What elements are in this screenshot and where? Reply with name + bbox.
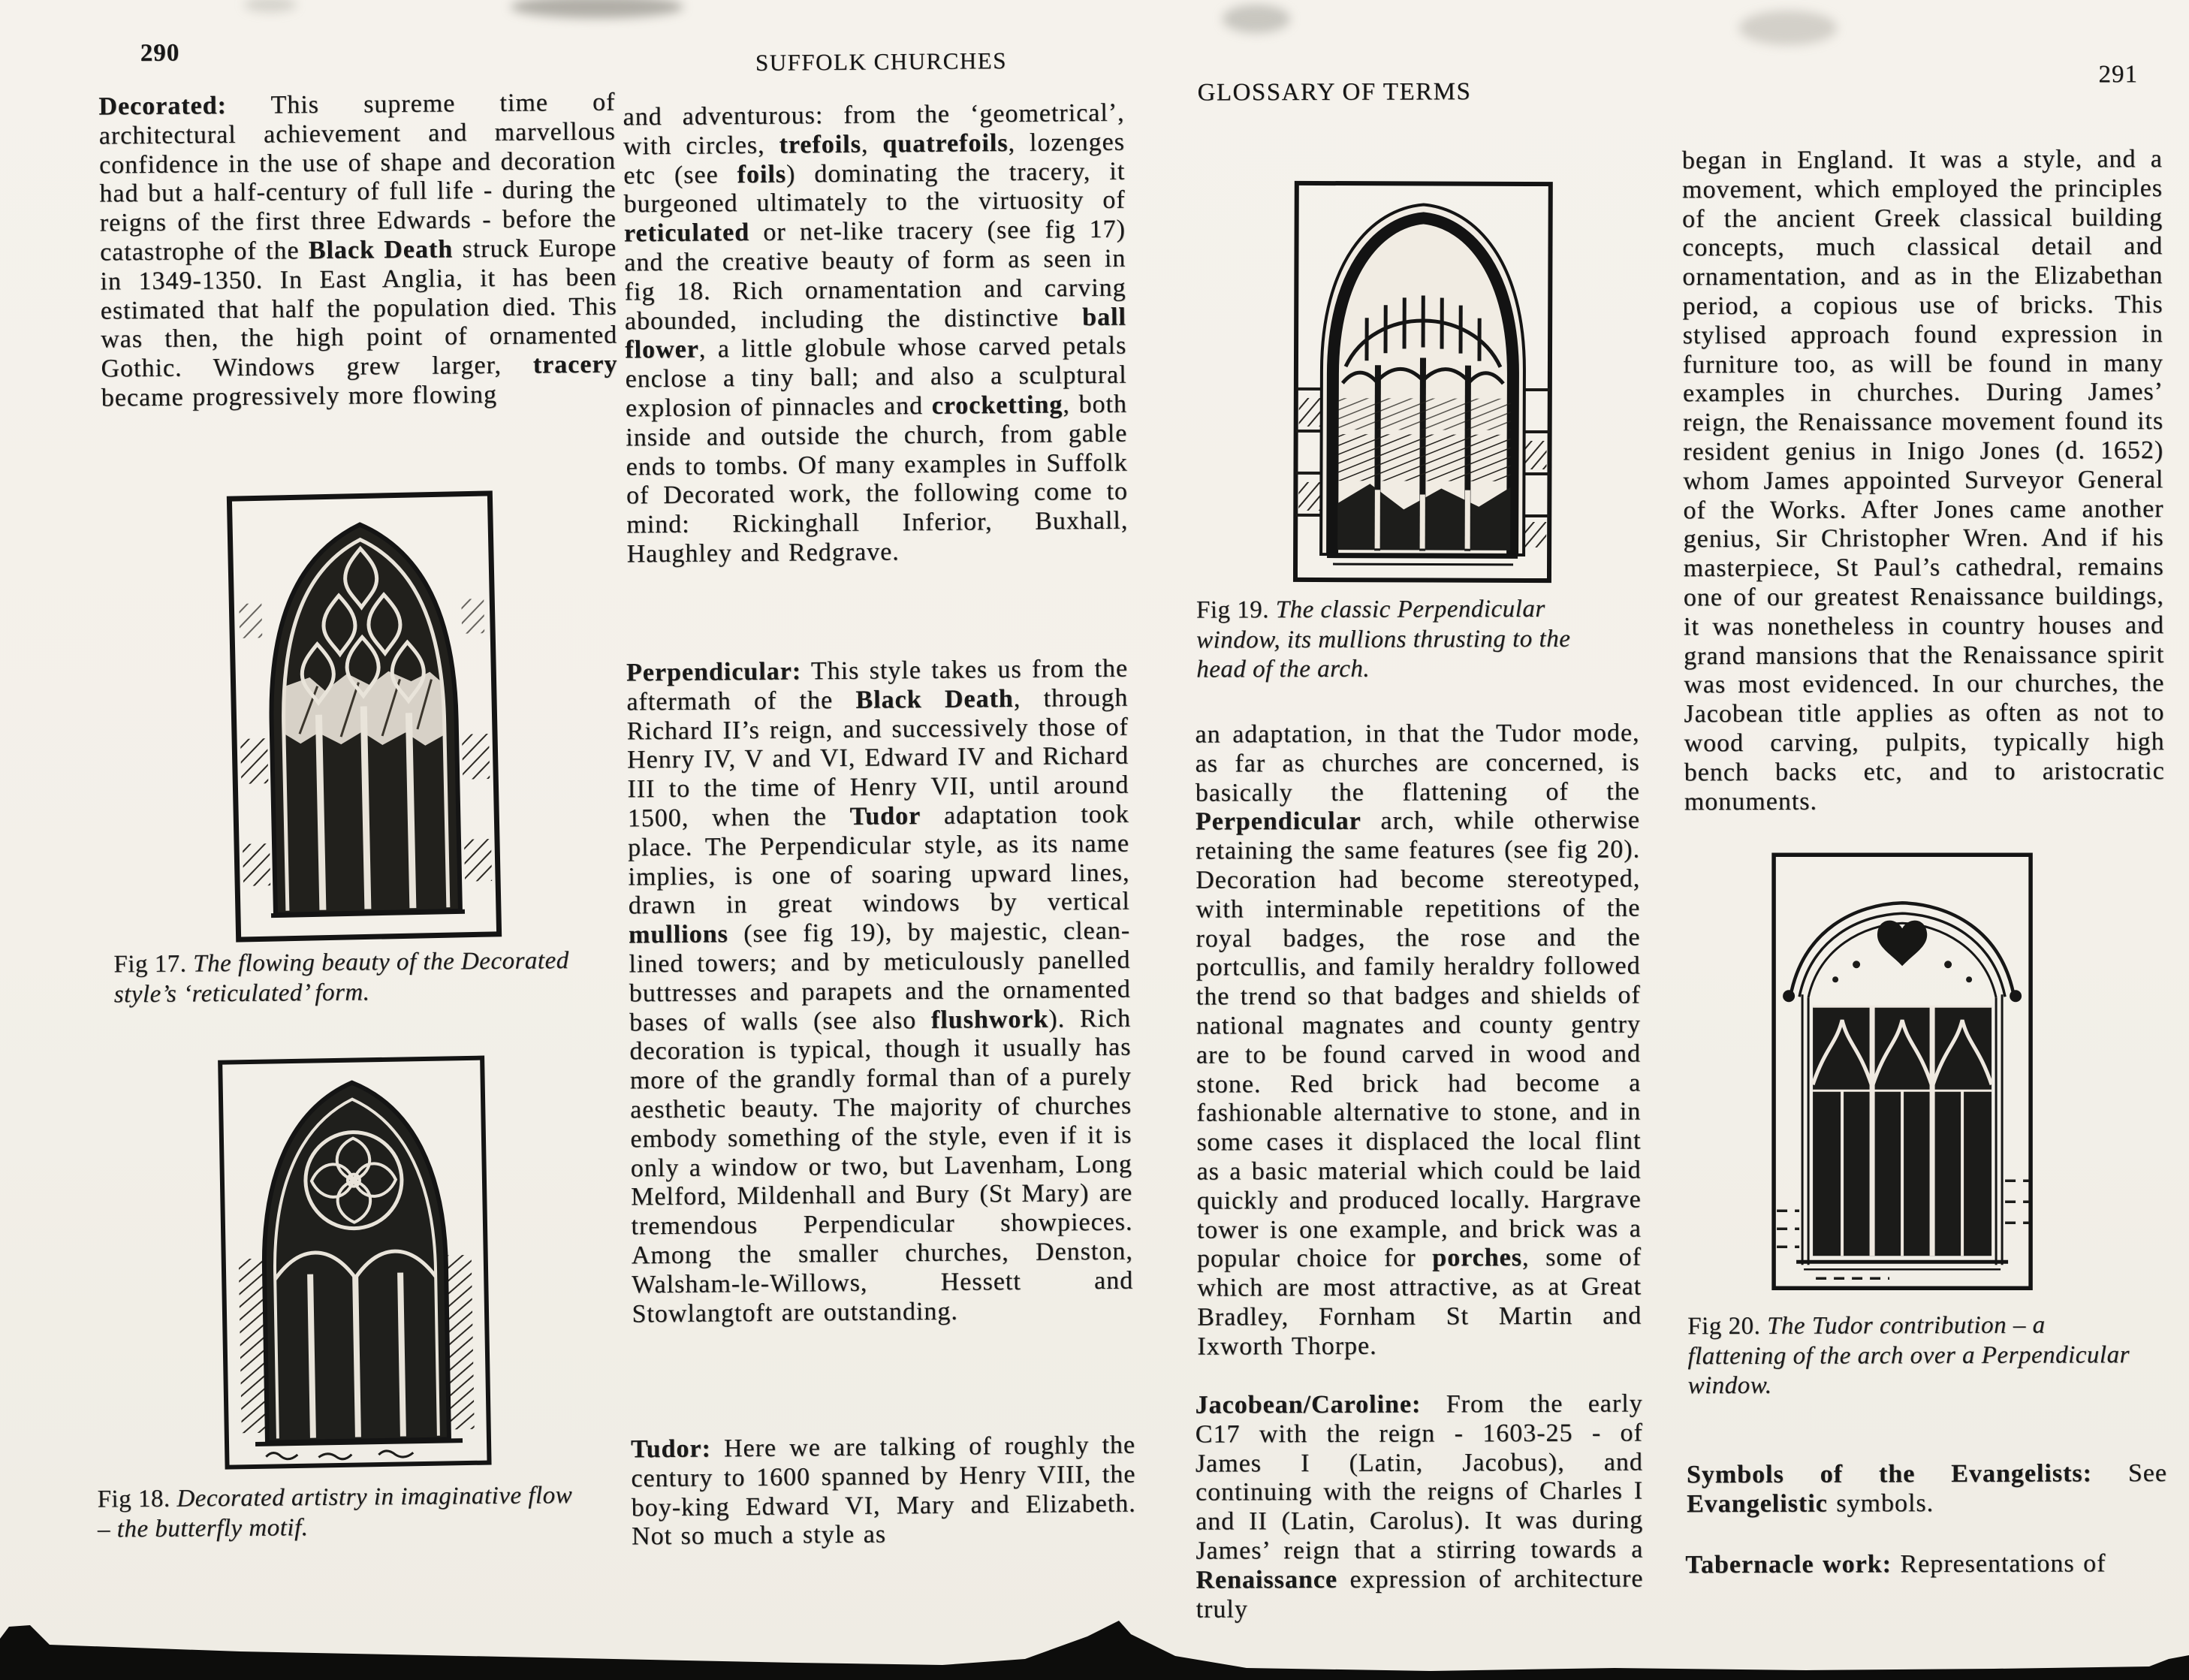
paragraph-perpendicular: Perpendicular: This style takes us from the aftermath of the Black Death, through Richard II’s reign, and successively those of Henry IV, V and VI, Edward IV and Richard III to the time of Henry VII, until around 1500, when the Tudor adaptation took place. The Perpendicular style, as its name implies, is one of soaring upward lines, drawn in great windows by vertical mullions (see fig 19), by majestic, clean-lined towers; and by meticulously panelled buttresses and parapets and the ornamented bases of walls (see also flushwork). Rich decoration is typical, though it usually has more of the grandly formal than of a purely aesthetic beauty. The majority of churches embody something of the style, even if it is only a window or two, but Lavenham, Long Melford, Mildenhall and Bury (St Mary) are tremendous Perpendicular showpieces. Among the smaller churches, Denston, Walsham-le-Willows, Hessett and Stowlangtoft are outstanding.	[626, 654, 1134, 1328]
page-number: 291	[2098, 61, 2139, 89]
figure-20-caption: Fig 20. The Tudor contribution – a flattening of the arch over a Perpendicular window.	[1687, 1311, 2130, 1400]
paragraph-tudor-continued: an adaptation, in that the Tudor mode, as far as churches are concerned, is basically the flattening of the Perpendicular arch, while otherwise retaining the same features (see fig 20). Decoration had become stereotyped, with interminable repetitions of the royal badges, the rose and the portcullis, and family heraldry followed the trend so that badges and shields of national magnates and county gentry are to be found carved in wood and stone. Red brick had become a fashionable alternative to stone, and in some cases it displaced the local flint as a basic material which could be laid quickly and produced locally. Hargrave tower is one example, and brick was a popular choice for porches, some of which are most attractive, as at Great Bradley, Fornham St Martin and Ixworth Thorpe.	[1195, 719, 1642, 1361]
paragraph-jacobean-caroline: Jacobean/Caroline: From the early C17 with the reign - 1603-25 - of James I (Latin, Jacobus), and continuing with the reigns of Charles I and II (Latin, Carolus). It was during James’ reign that a stirring towards a Renaissance expression of architecture truly	[1195, 1389, 1644, 1624]
running-header: GLOSSARY OF TERMS	[1197, 78, 1472, 107]
figure-19	[1291, 179, 1555, 589]
fig19-shading-upper	[1338, 398, 1511, 430]
figure-20	[1769, 850, 2035, 1296]
paragraph-jacobean-continued: began in England. It was a style, and a movement, which employed the principles of the ancient Greek classical building concepts, much classical detail and ornamentation, and as in the Elizabethan period, a copious use of bricks. This stylised approach found expression in furniture too, as will be found in many examples in churches. During James’ reign, the Renaissance movement found its resident genius in Inigo Jones (d. 1652) whom James appointed Surveyor General of the Works. After Jones came another genius, Sir Christopher Wren. And if his masterpiece, St Paul’s cathedral, remains one of our greatest Renaissance buildings, it was nonetheless in country houses and grand mansions that the Renaissance spirit was most evidenced. In our churches, the Jacobean title applies as often as not to wood carving, pulpits, typically high bench backs etc, and to aristocratic monuments.	[1681, 145, 2165, 816]
fig20-spandrel-heart	[1877, 921, 1927, 967]
scan-gutter-shadow	[0, 1577, 2189, 1680]
fig20-tudor-window-illustration	[1769, 850, 2035, 1292]
fig20-arch-stop-left	[1783, 990, 1795, 1002]
paragraph-tudor: Tudor: Here we are talking of roughly the century to 1600 spanned by Henry VIII, the boy-king Edward VI, Mary and Elizabeth. Not so much a style as	[630, 1431, 1136, 1551]
paragraph-decorated: Decorated: This supreme time of architectural achievement and marvellous confidence in the use of shape and decoration had but a half-century of full life - during the reigns of the first three Edwards - before the catastrophe of the Black Death struck Europe in 1349-1350. In East Anglia, it has been estimated that half the population died. This was then, the high point of ornamented Gothic. Windows grew larger, tracery became progressively more flowing	[98, 88, 618, 412]
fig19-shading-lower	[1337, 434, 1510, 481]
page-number: 290	[140, 39, 180, 68]
paragraph-decorated-continued: and adventurous: from the ‘geometrical’, with circles, trefoils, quatrefoils, lozenges etc (see foils) dominating the tracery, it burgeoned ultimately to the virtuosity of reticulated or net-like tracery (see fig 17) and the creative beauty of form as seen in fig 18. Rich ornamentation and carving abounded, including the distinctive ball flower, a little globule whose carved petals enclose a tiny ball; and also a sculptural explosion of pinnacles and crocketting, both inside and outside the church, from gable ends to tombs. Of many examples in Suffolk of Decorated work, the following come to mind: Rickinghall Inferior, Buxhall, Haughley and Redgrave.	[623, 98, 1129, 569]
fig20-arch-stop-right	[2010, 990, 2022, 1002]
scan-smudge	[1739, 11, 1837, 45]
fig19-perpendicular-window-illustration	[1291, 179, 1555, 585]
paragraph-symbols-of-evangelists: Symbols of the Evangelists: See Evangelistic symbols.	[1686, 1459, 2168, 1519]
figure-17-caption: Fig 17. The flowing beauty of the Decorated style’s ‘reticulated’ form.	[113, 947, 569, 1008]
figure-19-caption: Fig 19. The classic Perpendicular window, its mullions thrusting to the head of the arch.	[1196, 595, 1571, 683]
running-header: SUFFOLK CHURCHES	[755, 47, 1008, 76]
scan-smudge	[1223, 5, 1290, 33]
paragraph-tabernacle-work: Tabernacle work: Representations of	[1685, 1549, 2106, 1579]
figure-18-caption: Fig 18. Decorated artistry in imaginative flow – the butterfly motif.	[97, 1482, 573, 1543]
